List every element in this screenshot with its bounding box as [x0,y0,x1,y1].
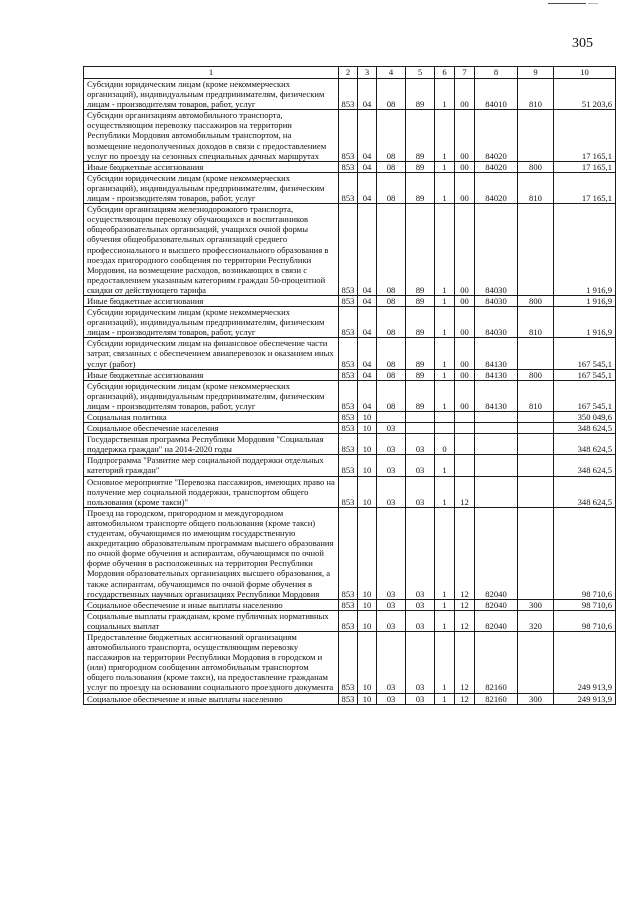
amount-cell: 98 710,6 [554,599,616,610]
amount-cell: 17 165,1 [554,172,616,203]
table-row [84,172,616,203]
subprogram-code-cell: 1 [435,79,455,110]
table-row [84,79,616,110]
amount-cell: 51 203,6 [554,79,616,110]
table-row [84,369,616,380]
section-code-cell: 04 [358,338,377,369]
activity-code-cell [455,455,475,476]
section-code-cell: 04 [358,307,377,338]
direction-code-cell: 84010 [475,79,518,110]
table-row [84,295,616,306]
direction-code-cell [475,455,518,476]
budget-table [83,66,616,705]
activity-code-cell: 00 [455,110,475,161]
table-row [84,110,616,161]
subsection-code-cell [377,412,406,423]
subprogram-code-cell: 1 [435,455,455,476]
activity-code-cell: 00 [455,204,475,296]
subprogram-code-cell: 1 [435,610,455,631]
activity-code-cell: 00 [455,79,475,110]
row-name-cell: Подпрограмма "Развитие мер социальной поддержки отдельных категорий граждан" [84,455,339,476]
subsection-code-cell: 08 [377,172,406,203]
program-code-cell: 89 [406,110,435,161]
table-header-row [84,67,616,79]
subprogram-code-cell: 1 [435,693,455,704]
expense-type-cell: 810 [518,380,554,411]
section-code-cell: 04 [358,79,377,110]
ministry-code-cell: 853 [339,455,358,476]
section-code-cell: 04 [358,380,377,411]
subprogram-code-cell: 1 [435,307,455,338]
section-code-cell: 04 [358,369,377,380]
expense-type-cell [518,476,554,507]
program-code-cell: 89 [406,79,435,110]
table-row [84,476,616,507]
amount-cell: 1 916,9 [554,295,616,306]
section-code-cell: 10 [358,412,377,423]
activity-code-cell [455,412,475,423]
direction-code-cell: 82040 [475,610,518,631]
section-code-cell: 04 [358,172,377,203]
expense-type-cell: 800 [518,369,554,380]
subprogram-code-cell: 1 [435,295,455,306]
amount-cell: 167 545,1 [554,338,616,369]
direction-code-cell: 84020 [475,172,518,203]
column-header: 2 [339,67,358,79]
row-name-cell: Иные бюджетные ассигнования [84,369,339,380]
amount-cell: 348 624,5 [554,455,616,476]
direction-code-cell: 84130 [475,338,518,369]
expense-type-cell [518,507,554,599]
ministry-code-cell: 853 [339,610,358,631]
program-code-cell: 03 [406,631,435,693]
subsection-code-cell: 03 [377,693,406,704]
amount-cell: 1 916,9 [554,204,616,296]
ministry-code-cell: 853 [339,507,358,599]
ministry-code-cell: 853 [339,295,358,306]
program-code-cell: 89 [406,204,435,296]
row-name-cell: Предоставление бюджетных ассигнований организациям автомобильного транспорта, осуществляющим перевозку пассажиров на территории Республики Мордовия в городском и (или) пригородном сообщении автомобильным транспортом общего пользования (кроме такси), на предоставление гражданам услуг по проезду на основании социального проездного документа [84,631,339,693]
subsection-code-cell: 03 [377,507,406,599]
direction-code-cell: 84020 [475,110,518,161]
amount-cell: 17 165,1 [554,110,616,161]
row-name-cell: Субсидии организациям автомобильного транспорта, осуществляющим перевозку пассажиров на территории Республики Мордовия автомобильным транспортом, на возмещение недополученных доходов в связи с предоставлением услуг по проезду на сезонных специальных дачных маршрутах [84,110,339,161]
section-code-cell: 04 [358,204,377,296]
row-name-cell: Субсидии юридическим лицам (кроме некоммерческих организаций), индивидуальным предпринимателям, физическим лицам - производителям товаров, работ, услуг [84,380,339,411]
subsection-code-cell: 08 [377,369,406,380]
direction-code-cell: 82160 [475,693,518,704]
activity-code-cell: 12 [455,507,475,599]
row-name-cell: Субсидии юридическим лицам (кроме некоммерческих организаций), индивидуальным предпринимателям, физическим лицам - производителям товаров, работ, услуг [84,307,339,338]
amount-cell: 17 165,1 [554,161,616,172]
section-code-cell: 04 [358,161,377,172]
subprogram-code-cell: 1 [435,204,455,296]
section-code-cell: 10 [358,610,377,631]
subprogram-code-cell: 1 [435,631,455,693]
row-name-cell: Социальная политика [84,412,339,423]
amount-cell: 249 913,9 [554,693,616,704]
direction-code-cell [475,476,518,507]
ministry-code-cell: 853 [339,79,358,110]
table-row [84,161,616,172]
ministry-code-cell: 853 [339,380,358,411]
amount-cell: 167 545,1 [554,380,616,411]
page-number: 305 [572,36,593,51]
expense-type-cell [518,434,554,455]
amount-cell: 98 710,6 [554,507,616,599]
section-code-cell: 10 [358,599,377,610]
subprogram-code-cell: 1 [435,172,455,203]
subprogram-code-cell: 1 [435,369,455,380]
column-header: 8 [475,67,518,79]
subprogram-code-cell: 1 [435,476,455,507]
direction-code-cell: 84030 [475,295,518,306]
direction-code-cell [475,412,518,423]
column-header: 10 [554,67,616,79]
table-body [84,79,616,705]
program-code-cell: 89 [406,380,435,411]
table-row [84,507,616,599]
activity-code-cell: 00 [455,307,475,338]
amount-cell: 249 913,9 [554,631,616,693]
section-code-cell: 10 [358,476,377,507]
direction-code-cell [475,423,518,434]
subsection-code-cell: 03 [377,599,406,610]
subprogram-code-cell: 1 [435,507,455,599]
row-name-cell: Субсидии организациям железнодорожного транспорта, осуществляющим перевозку обучающихся и воспитанников общеобразовательных организаций, учащихся очной формы обучения общеобразовательных организаций среднего профессионального и высшего профессионального образования в поездах пригородного сообщения по территории Республики Мордовия, на возмещение расходов, возникающих в связи с предоставлением указанным категориям граждан 50-процентной скидки от действующего тарифа [84,204,339,296]
program-code-cell: 89 [406,369,435,380]
direction-code-cell: 82040 [475,599,518,610]
expense-type-cell: 810 [518,172,554,203]
row-name-cell: Государственная программа Республики Мордовия "Социальная поддержка граждан" на 2014-2020 годы [84,434,339,455]
section-code-cell: 10 [358,434,377,455]
amount-cell: 167 545,1 [554,369,616,380]
direction-code-cell: 82160 [475,631,518,693]
expense-type-cell [518,412,554,423]
column-header: 6 [435,67,455,79]
ministry-code-cell: 853 [339,423,358,434]
activity-code-cell: 00 [455,369,475,380]
activity-code-cell [455,434,475,455]
table-row [84,434,616,455]
section-code-cell: 10 [358,423,377,434]
activity-code-cell: 00 [455,338,475,369]
subprogram-code-cell [435,423,455,434]
expense-type-cell [518,110,554,161]
program-code-cell: 03 [406,599,435,610]
subprogram-code-cell: 1 [435,338,455,369]
amount-cell: 348 624,5 [554,476,616,507]
direction-code-cell: 82040 [475,507,518,599]
program-code-cell: 03 [406,476,435,507]
row-name-cell: Проезд на городском, пригородном и междугородном автомобильном транспорте общего пользования (кроме такси) студентам, обучающимся по имеющим государственную аккредитацию образовательным программам высшего образования по очной форме обучения и аспирантам, обучающимся по очной форме обучения в расположенных на территории Республики Мордовия образовательных организациях высшего образования, а также аспирантам, обучающимся по очной форме обучения в государственных научных организациях Республики Мордовия [84,507,339,599]
row-name-cell: Субсидии юридическим лицам (кроме некоммерческих организаций), индивидуальным предпринимателям, физическим лицам - производителям товаров, работ, услуг [84,79,339,110]
expense-type-cell: 810 [518,79,554,110]
subsection-code-cell: 08 [377,307,406,338]
direction-code-cell: 84030 [475,204,518,296]
expense-type-cell: 300 [518,693,554,704]
subsection-code-cell: 08 [377,204,406,296]
table-row [84,631,616,693]
table-row [84,338,616,369]
subsection-code-cell: 08 [377,338,406,369]
activity-code-cell: 12 [455,476,475,507]
direction-code-cell: 84020 [475,161,518,172]
ministry-code-cell: 853 [339,161,358,172]
activity-code-cell: 12 [455,693,475,704]
row-name-cell: Иные бюджетные ассигнования [84,295,339,306]
program-code-cell: 03 [406,507,435,599]
program-code-cell: 89 [406,295,435,306]
ministry-code-cell: 853 [339,307,358,338]
section-code-cell: 04 [358,110,377,161]
ministry-code-cell: 853 [339,338,358,369]
direction-code-cell: 84030 [475,307,518,338]
subprogram-code-cell: 1 [435,110,455,161]
column-header: 4 [377,67,406,79]
amount-cell: 348 624,5 [554,423,616,434]
column-header: 9 [518,67,554,79]
subsection-code-cell: 03 [377,455,406,476]
table-row [84,599,616,610]
activity-code-cell [455,423,475,434]
subsection-code-cell: 08 [377,79,406,110]
activity-code-cell: 12 [455,610,475,631]
expense-type-cell [518,338,554,369]
subsection-code-cell: 03 [377,476,406,507]
table-row [84,610,616,631]
row-name-cell: Социальное обеспечение и иные выплаты населению [84,599,339,610]
ministry-code-cell: 853 [339,693,358,704]
column-header: 1 [84,67,339,79]
row-name-cell: Социальное обеспечение населения [84,423,339,434]
subsection-code-cell: 03 [377,631,406,693]
amount-cell: 350 049,6 [554,412,616,423]
ministry-code-cell: 853 [339,412,358,423]
expense-type-cell: 810 [518,307,554,338]
activity-code-cell: 12 [455,599,475,610]
expense-type-cell [518,423,554,434]
amount-cell: 1 916,9 [554,307,616,338]
subprogram-code-cell: 0 [435,434,455,455]
ministry-code-cell: 853 [339,434,358,455]
program-code-cell: 03 [406,610,435,631]
expense-type-cell: 800 [518,161,554,172]
ministry-code-cell: 853 [339,476,358,507]
table-row [84,204,616,296]
activity-code-cell: 00 [455,380,475,411]
ministry-code-cell: 853 [339,172,358,203]
table-row [84,307,616,338]
expense-type-cell: 300 [518,599,554,610]
subprogram-code-cell: 1 [435,599,455,610]
program-code-cell: 89 [406,338,435,369]
expense-type-cell [518,455,554,476]
program-code-cell: 03 [406,434,435,455]
program-code-cell [406,412,435,423]
table-row [84,380,616,411]
expense-type-cell [518,204,554,296]
row-name-cell: Субсидии юридическим лицам (кроме некоммерческих организаций), индивидуальным предпринимателям, физическим лицам - производителям товаров, работ, услуг [84,172,339,203]
activity-code-cell: 12 [455,631,475,693]
program-code-cell: 89 [406,307,435,338]
activity-code-cell: 00 [455,172,475,203]
ministry-code-cell: 853 [339,369,358,380]
table-row [84,412,616,423]
section-code-cell: 10 [358,693,377,704]
subsection-code-cell: 03 [377,423,406,434]
section-code-cell: 10 [358,455,377,476]
program-code-cell: 89 [406,172,435,203]
amount-cell: 348 624,5 [554,434,616,455]
program-code-cell: 03 [406,693,435,704]
table-row [84,693,616,704]
subsection-code-cell: 03 [377,434,406,455]
subprogram-code-cell: 1 [435,161,455,172]
expense-type-cell: 320 [518,610,554,631]
expense-type-cell: 800 [518,295,554,306]
row-name-cell: Иные бюджетные ассигнования [84,161,339,172]
amount-cell: 98 710,6 [554,610,616,631]
subsection-code-cell: 03 [377,610,406,631]
program-code-cell: 03 [406,455,435,476]
subsection-code-cell: 08 [377,110,406,161]
activity-code-cell: 00 [455,295,475,306]
row-name-cell: Социальное обеспечение и иные выплаты населению [84,693,339,704]
direction-code-cell: 84130 [475,380,518,411]
section-code-cell: 10 [358,507,377,599]
row-name-cell: Субсидии юридическим лицам на финансовое обеспечение части затрат, связанных с обеспечением авиаперевозок и оказанием иных услуг (работ) [84,338,339,369]
row-name-cell: Социальные выплаты гражданам, кроме публичных нормативных социальных выплат [84,610,339,631]
subsection-code-cell: 08 [377,295,406,306]
program-code-cell [406,423,435,434]
column-header: 7 [455,67,475,79]
column-header: 5 [406,67,435,79]
direction-code-cell: 84130 [475,369,518,380]
table-row [84,423,616,434]
expense-type-cell [518,631,554,693]
activity-code-cell: 00 [455,161,475,172]
subprogram-code-cell: 1 [435,380,455,411]
section-code-cell: 10 [358,631,377,693]
ministry-code-cell: 853 [339,204,358,296]
ministry-code-cell: 853 [339,631,358,693]
program-code-cell: 89 [406,161,435,172]
scan-artifact-mark [548,2,598,5]
ministry-code-cell: 853 [339,599,358,610]
direction-code-cell [475,434,518,455]
ministry-code-cell: 853 [339,110,358,161]
row-name-cell: Основное мероприятие "Перевозка пассажиров, имеющих право на получение мер социальной поддержки, транспортом общего пользования (кроме такси)" [84,476,339,507]
subsection-code-cell: 08 [377,380,406,411]
subprogram-code-cell [435,412,455,423]
subsection-code-cell: 08 [377,161,406,172]
section-code-cell: 04 [358,295,377,306]
table-row [84,455,616,476]
column-header: 3 [358,67,377,79]
